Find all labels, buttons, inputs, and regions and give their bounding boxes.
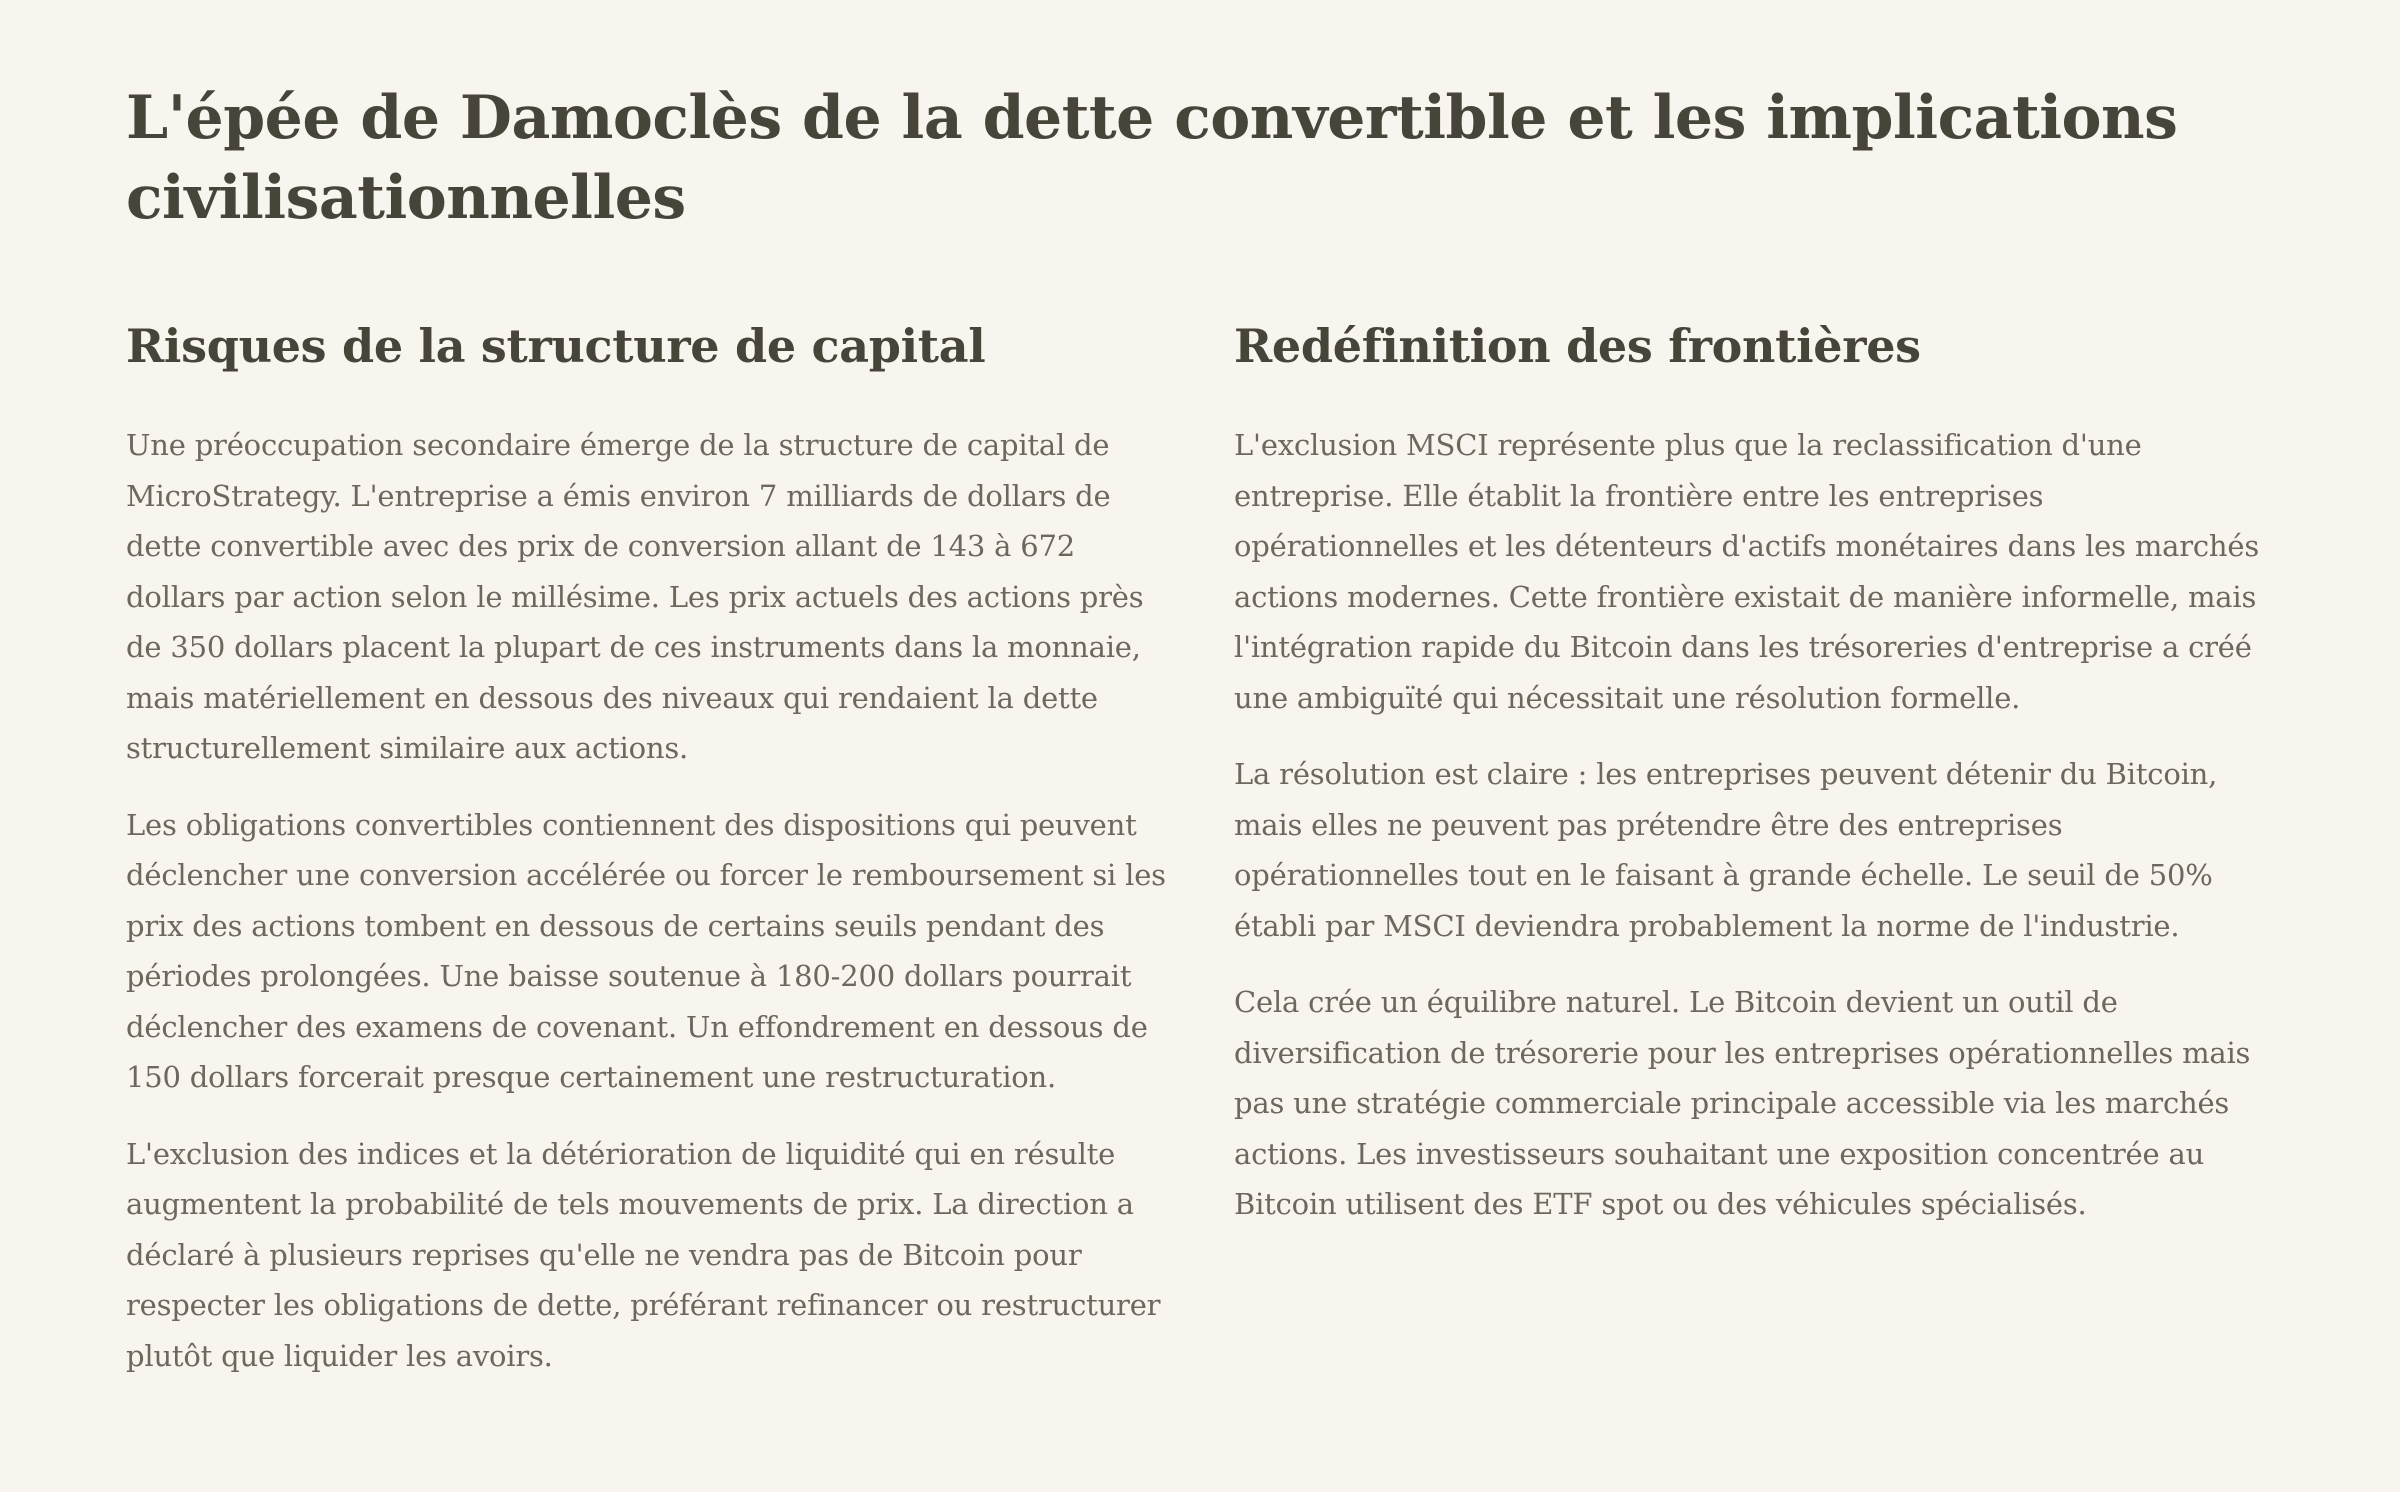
left-paragraph-3: L'exclusion des indices et la détérioration de liquidité qui en résulte augmentent la probabilité de tels mouvements de prix. La direction a déclaré à plusieurs reprises qu'elle ne vendra pas de Bitcoin pour respecter les obligations de dette, préférant refinancer ou restructurer plutôt que liquider les avoirs.	[126, 1136, 1161, 1373]
right-column-heading: Redéfinition des frontières	[1234, 319, 1921, 373]
left-column-heading: Risques de la structure de capital	[126, 319, 986, 373]
right-paragraph-1: L'exclusion MSCI représente plus que la reclassification d'une entreprise. Elle établit la frontière entre les entreprises opérationnelles et les détenteurs d'actifs monétaires dans les marchés actions modernes. Cette frontière existait de manière informelle, mais l'intégration rapide du Bitcoin dans les trésoreries d'entreprise a créé une ambiguïté qui nécessitait une résolution formelle.	[1234, 428, 2260, 715]
article-columns	[126, 312, 2274, 1407]
left-paragraph-1: Une préoccupation secondaire émerge de la structure de capital de MicroStrategy. L'entreprise a émis environ 7 milliards de dollars de dette convertible avec des prix de conversion allant de 143 à 672 dollars par action selon le millésime. Les prix actuels des actions près de 350 dollars placent la plupart de ces instruments dans la monnaie, mais matériellement en dessous des niveaux qui rendaient la dette structurellement similaire aux actions.	[126, 428, 1144, 765]
left-paragraph-2: Les obligations convertibles contiennent des dispositions qui peuvent déclencher une conversion accélérée ou forcer le remboursement si les prix des actions tombent en dessous de certains seuils pendant des périodes prolongées. Une baisse soutenue à 180-200 dollars pourrait déclencher des examens de covenant. Un effondrement en dessous de 150 dollars forcerait presque certainement une restructuration.	[126, 807, 1166, 1094]
right-paragraph-2: La résolution est claire : les entreprises peuvent détenir du Bitcoin, mais elles ne peuvent pas prétendre être des entreprises opérationnelles tout en le faisant à grande échelle. Le seuil de 50% établi par MSCI deviendra probablement la norme de l'industrie.	[1234, 757, 2218, 943]
right-column	[1234, 312, 2274, 1407]
left-column	[126, 312, 1166, 1407]
right-paragraph-3: Cela crée un équilibre naturel. Le Bitcoin devient un outil de diversification de trésorerie pour les entreprises opérationnelles mais pas une stratégie commerciale principale accessible via les marchés actions. Les investisseurs souhaitant une exposition concentrée au Bitcoin utilisent des ETF spot ou des véhicules spécialisés.	[1234, 985, 2251, 1221]
page-title: L'épée de Damoclès de la dette convertible et les implications civilisationnelles	[126, 83, 2178, 233]
